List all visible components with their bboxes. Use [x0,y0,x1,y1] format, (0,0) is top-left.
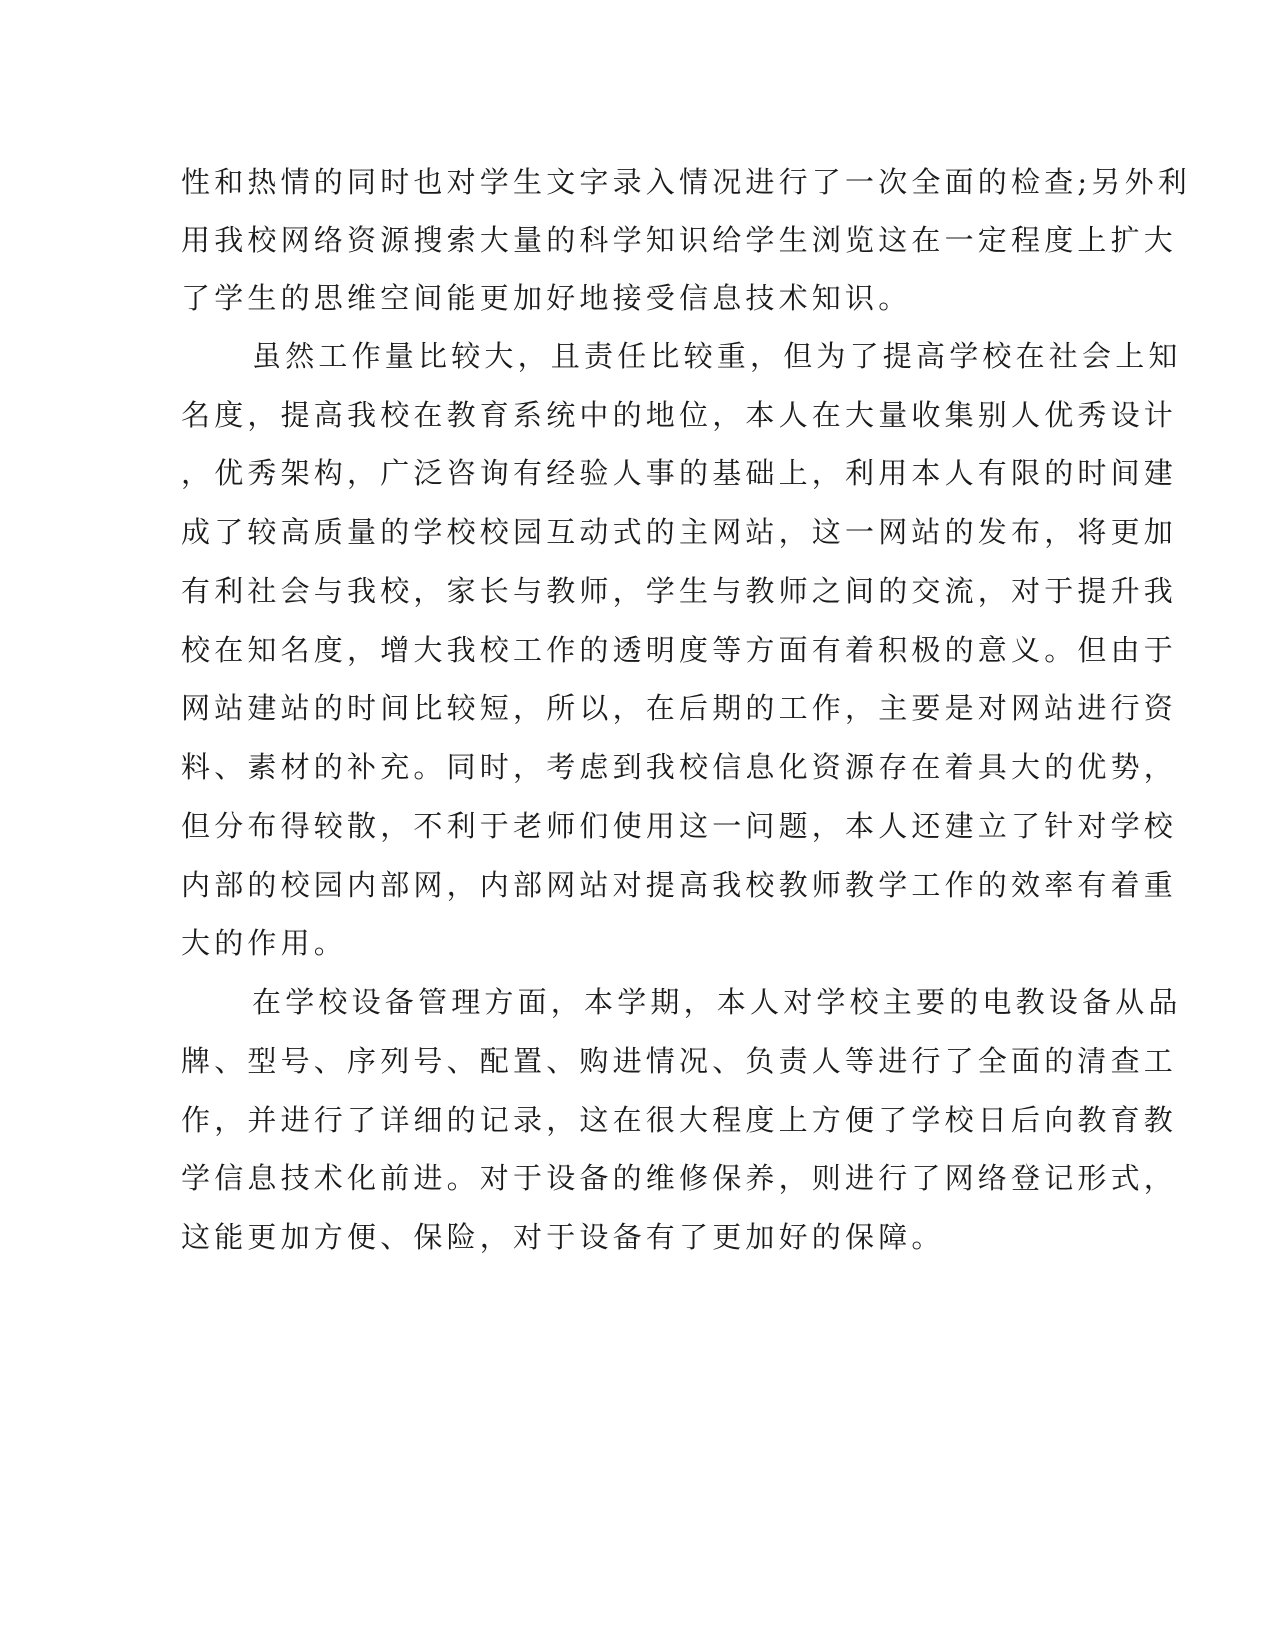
paragraph-2-line-8: 料、素材的补充。同时，考虑到我校信息化资源存在着具大的优势， [181,750,1178,784]
paragraph-2-line-11: 大的作用。 [181,926,348,960]
paragraph-2-line-7: 网站建站的时间比较短，所以，在后期的工作，主要是对网站进行资 [181,691,1178,725]
paragraph-1-line-3: 了学生的思维空间能更加好地接受信息技术知识。 [181,281,912,315]
paragraph-2-line-9: 但分布得较散，不利于老师们使用这一问题，本人还建立了针对学校 [181,809,1178,843]
paragraph-1-line-2: 用我校网络资源搜索大量的科学知识给学生浏览这在一定程度上扩大 [181,223,1178,257]
paragraph-3-line-1: 在学校设备管理方面，本学期，本人对学校主要的电教设备从品 [252,985,1182,1019]
paragraph-2-line-2: 名度，提高我校在教育系统中的地位，本人在大量收集别人优秀设计 [181,398,1178,432]
paragraph-2-line-3: ，优秀架构，广泛咨询有经验人事的基础上，利用本人有限的时间建 [181,456,1178,490]
paragraph-3-line-3: 作，并进行了详细的记录，这在很大程度上方便了学校日后向教育教 [181,1103,1178,1137]
paragraph-2-line-10: 内部的校园内部网，内部网站对提高我校教师教学工作的效率有着重 [181,868,1178,902]
paragraph-2-line-4: 成了较高质量的学校校园互动式的主网站，这一网站的发布，将更加 [181,515,1178,549]
paragraph-2-line-6: 校在知名度，增大我校工作的透明度等方面有着积极的意义。但由于 [181,633,1178,667]
paragraph-3-line-4: 学信息技术化前进。对于设备的维修保养，则进行了网络登记形式， [181,1161,1178,1195]
paragraph-2-line-5: 有利社会与我校，家长与教师，学生与教师之间的交流，对于提升我 [181,574,1178,608]
paragraph-2-line-1: 虽然工作量比较大，且责任比较重，但为了提高学校在社会上知 [252,339,1182,373]
paragraph-3-line-5: 这能更加方便、保险，对于设备有了更加好的保障。 [181,1220,945,1254]
paragraph-3-line-2: 牌、型号、序列号、配置、购进情况、负责人等进行了全面的清查工 [181,1044,1178,1078]
paragraph-1-line-1: 性和热情的同时也对学生文字录入情况进行了一次全面的检查;另外利 [181,165,1191,199]
